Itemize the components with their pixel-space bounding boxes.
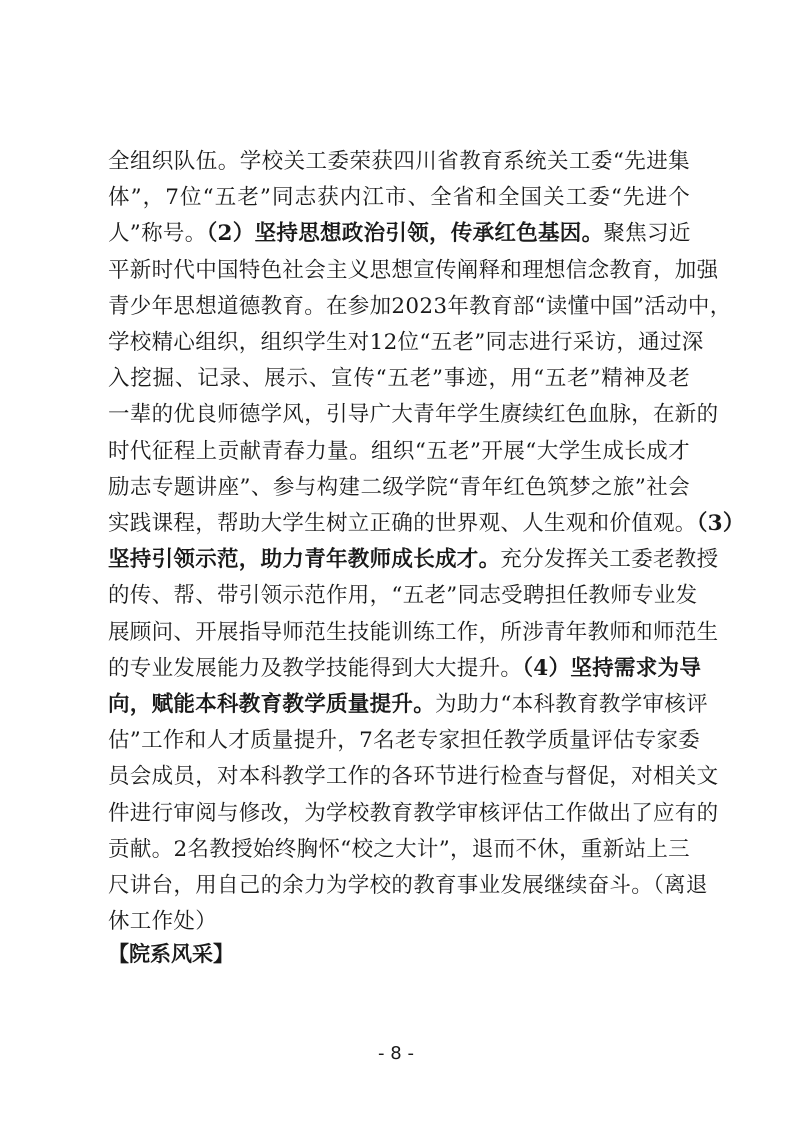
text-line — [108, 436, 690, 468]
text-run: 体”，7位“五老”同志获内江市、全省和全国关工委“先进个 — [108, 185, 690, 211]
text-line — [108, 255, 719, 287]
text-line — [108, 327, 704, 359]
text-run: 员会成员，对本科教学工作的各环节进行检查与督促，对相关文 — [108, 764, 719, 790]
text-line — [108, 363, 690, 395]
text-run: 件进行审阅与修改，为学校教育教学审核评估工作做出了应有的 — [108, 800, 719, 826]
bold-text-run: （4）坚持需求为导 — [522, 655, 702, 681]
bold-text-run: （2）坚持思想政治引领，传承红色基因。 — [206, 221, 604, 247]
text-run: 充分发挥关工委老教授 — [500, 547, 719, 573]
text-run: 实践课程，帮助大学生树立正确的世界观、人生观和价值观。 — [108, 511, 697, 536]
text-run: 全组织队伍。学校关工委荣获四川省教育系统关工委“先进集 — [108, 149, 690, 174]
text-run: 的专业发展能力及教学技能得到大大提升。 — [108, 655, 523, 681]
bold-text-run: （3） — [696, 511, 745, 536]
text-run: 休工作处） — [108, 909, 218, 935]
text-run: 一辈的优良师德学风，引导广大青年学生赓续红色血脉，在新的 — [108, 402, 719, 428]
text-line — [108, 870, 708, 902]
page-number: - 8 - — [378, 1043, 414, 1064]
text-run: 尺讲台，用自己的余力为学校的教育事业发展继续奋斗。（离退 — [108, 873, 708, 898]
text-line — [108, 725, 701, 757]
text-run: 估”工作和人才质量提升，7名老专家担任教学质量评估专家委 — [108, 728, 701, 754]
text-line — [108, 291, 732, 323]
text-line — [108, 761, 719, 793]
text-line — [108, 689, 708, 721]
text-line — [108, 182, 690, 214]
text-run: 入挖掘、记录、展示、宣传“五老”事迹，用“五老”精神及老 — [108, 366, 690, 392]
text-run: 人”称号。 — [108, 221, 207, 247]
text-run: 励志专题讲座”、参与构建二级学院“青年红色筑梦之旅”社会 — [108, 474, 690, 500]
text-run: 平新时代中国特色社会主义思想宣传阐释和理想信念教育，加强 — [108, 257, 719, 283]
text-line — [108, 472, 690, 504]
text-line — [108, 580, 698, 612]
text-line — [108, 146, 690, 178]
bold-text-run: 坚持引领示范，助力青年教师成长成才。 — [108, 547, 501, 573]
text-line — [108, 834, 690, 866]
text-run: 的传、帮、带引领示范作用，“五老”同志受聘担任教师专业发 — [108, 583, 698, 609]
section-heading: 【院系风采】 — [108, 942, 234, 966]
text-line — [108, 218, 690, 250]
text-run: 时代征程上贡献青春力量。组织“五老”开展“大学生成长成才 — [108, 438, 690, 464]
text-line — [108, 544, 719, 576]
text-line — [108, 617, 719, 649]
text-line — [108, 399, 719, 431]
text-run: 贡献。2名教授始终胸怀“校之大计”，退而不休，重新站上三 — [108, 836, 690, 862]
text-line — [108, 798, 719, 830]
text-run: 青少年思想道德教育。在参加2023年教育部“读懂中国”活动中， — [108, 293, 732, 319]
text-run: 展顾问、开展指导师范生技能训练工作，所涉青年教师和师范生 — [108, 619, 719, 645]
text-line — [108, 906, 690, 938]
text-line — [108, 653, 702, 685]
bold-text-run: 向，赋能本科教育教学质量提升。 — [108, 692, 436, 717]
text-run: 学校精心组织，组织学生对12位“五老”同志进行采访，通过深 — [108, 330, 704, 355]
text-run: 聚焦习近 — [603, 221, 691, 247]
text-line — [108, 508, 745, 540]
text-run: 为助力“本科教育教学审核评 — [435, 692, 708, 717]
